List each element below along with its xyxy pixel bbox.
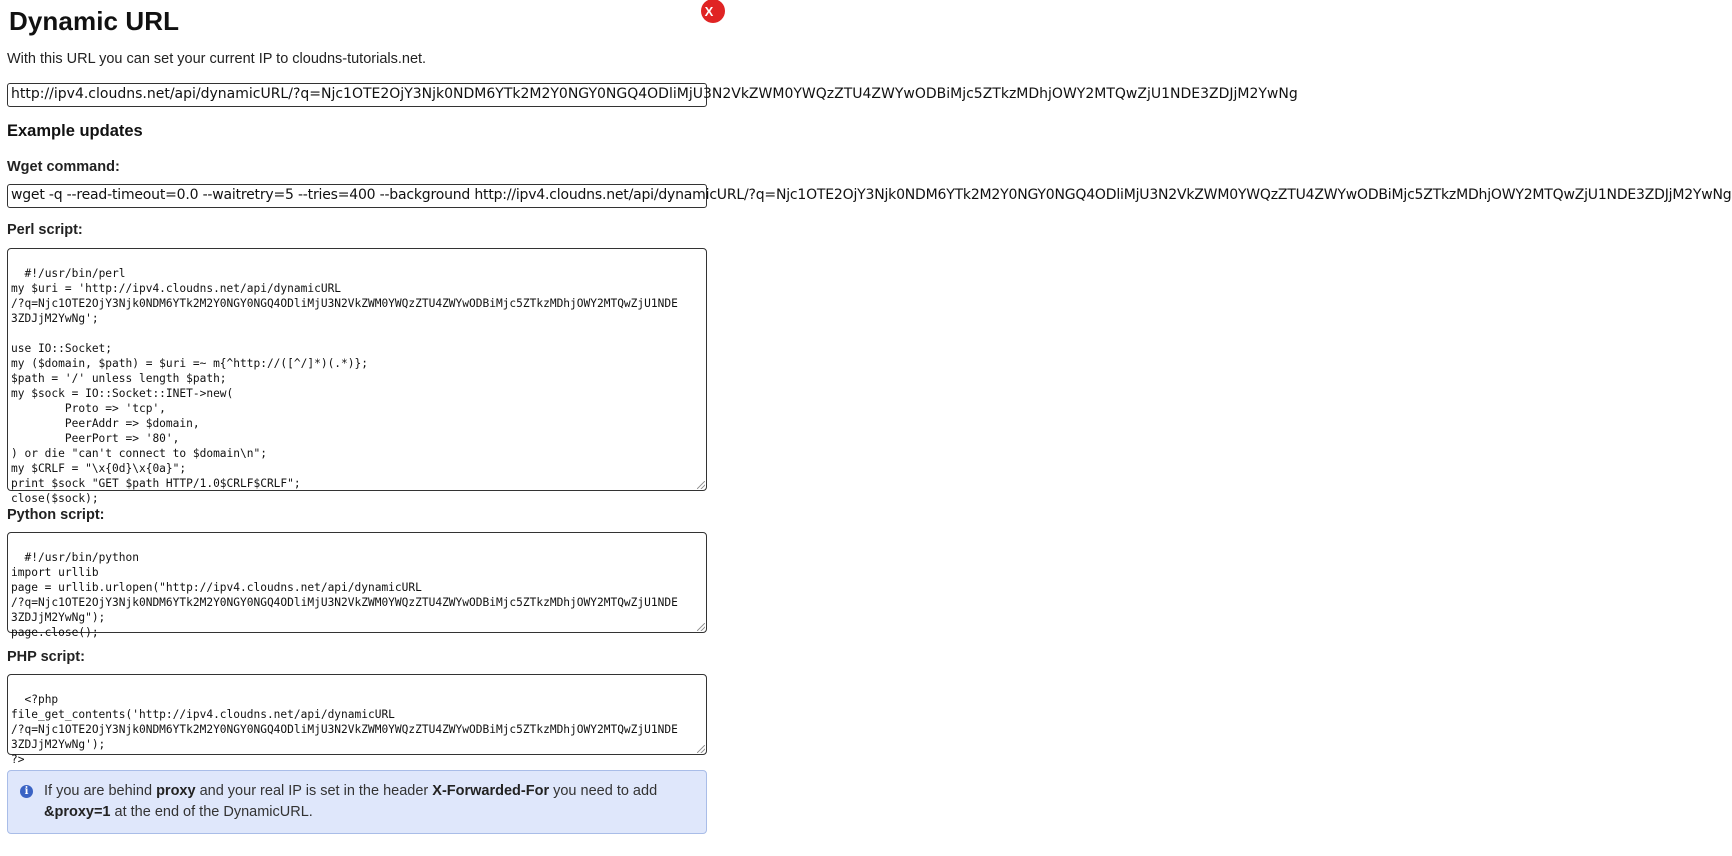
resize-handle-icon[interactable]: [697, 481, 705, 489]
php-code: <?php file_get_contents('http://ipv4.cloudns.net/api/dynamicURL /?q=Njc1OTE2OjY3Njk0NDM6YTk2M2Y0NGY0NGQ4ODliMjU3N2VkZWM0YWQzZTU4ZWYwODBiMjc5ZTkzMDhjOWY2MTQwZjU1NDE 3ZDJjM2YwNg'); ?>: [11, 693, 678, 766]
python-code: #!/usr/bin/python import urllib page = urllib.urlopen("http://ipv4.cloudns.net/api/dynamicURL /?q=Njc1OTE2OjY3Njk0NDM6YTk2M2Y0NGY0NGQ4ODliMjU3N2VkZWM0YWQzZTU4ZWYwODBiMjc5ZTkzMDhjOWY2MTQwZjU1NDE 3ZDJjM2YwNg"); page.close();: [11, 551, 678, 639]
php-label: PHP script:: [7, 649, 85, 665]
python-label: Python script:: [7, 507, 105, 523]
dialog-title: Dynamic URL: [9, 6, 180, 36]
resize-handle-icon[interactable]: [697, 623, 705, 631]
proxy-info-box: [7, 770, 707, 834]
info-icon: i: [20, 785, 33, 798]
wget-command-field[interactable]: wget -q --read-timeout=0.0 --waitretry=5 --tries=400 --background http://ipv4.cloudns.net/api/dynamicURL/?q=Njc1OTE2OjY3Njk0NDM6YTk2M2Y0NGY0NGQ4ODliMjU3N2VkZWM0YWQzZTU4ZWYwODBiMjc5ZTkzMDhjOWY2MTQwZjU1NDE3ZDJjM2YwNg: [7, 184, 707, 208]
perl-label: Perl script:: [7, 222, 83, 238]
wget-label: Wget command:: [7, 159, 120, 175]
python-script-textarea[interactable]: [7, 532, 707, 639]
info-text: If you are behind proxy and your real IP is set in the header X-Forwarded-For you need to add &proxy=1 at the end of the DynamicURL.: [44, 783, 658, 820]
close-button[interactable]: [701, 0, 725, 23]
perl-code: #!/usr/bin/perl my $uri = 'http://ipv4.cloudns.net/api/dynamicURL /?q=Njc1OTE2OjY3Njk0NDM6YTk2M2Y0NGY0NGQ4ODliMjU3N2VkZWM0YWQzZTU4ZWYwODBiMjc5ZTkzMDhjOWY2MTQwZjU1NDE 3ZDJjM2YwNg'; use IO::Socket; my ($domain, $path) = $uri =~ m{^http://([^/]*)(.*)}; $path = '/' unless length $path; my $sock = IO::Socket::INET->new( Proto => 'tcp', PeerAddr => $domain, PeerPort => '80', ) or die "can't connect to $domain\n"; my $CRLF = "\x{0d}\x{0a}"; print $sock "GET $path HTTP/1.0$CRLF$CRLF"; close($sock);: [11, 267, 678, 505]
close-icon: X: [704, 3, 714, 19]
php-script-textarea[interactable]: [7, 674, 707, 766]
dynamic-url-field[interactable]: http://ipv4.cloudns.net/api/dynamicURL/?q=Njc1OTE2OjY3Njk0NDM6YTk2M2Y0NGY0NGQ4ODliMjU3N2VkZWM0YWQzZTU4ZWYwODBiMjc5ZTkzMDhjOWY2MTQwZjU1NDE3ZDJjM2YwNg: [7, 83, 707, 107]
resize-handle-icon[interactable]: [697, 745, 705, 753]
example-updates-heading: Example updates: [7, 122, 143, 140]
intro-text: With this URL you can set your current IP to cloudns-tutorials.net.: [7, 51, 427, 67]
perl-script-textarea[interactable]: [7, 248, 707, 505]
